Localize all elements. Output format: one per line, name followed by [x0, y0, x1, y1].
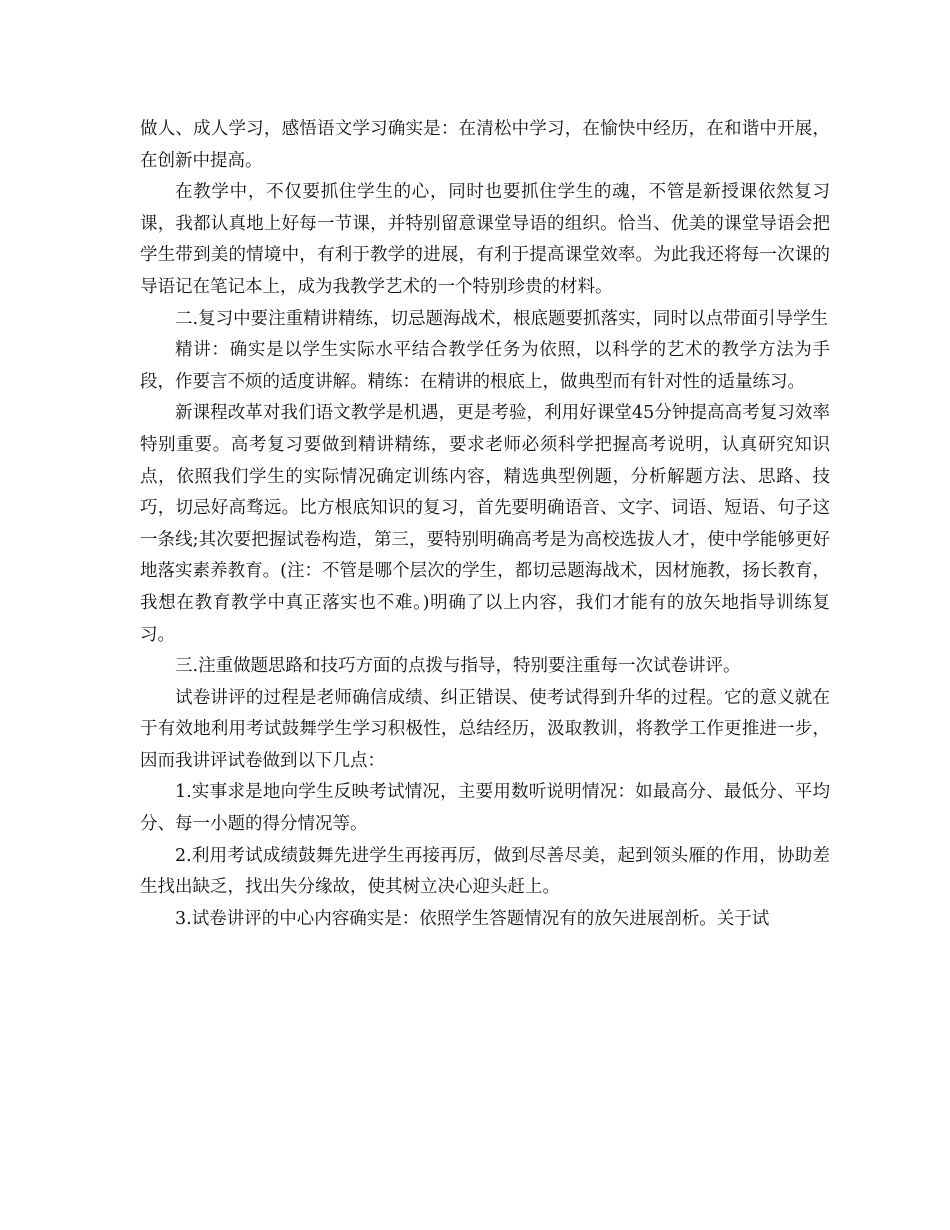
list-item-3: 3.试卷讲评的中心内容确实是：依照学生答题情况有的放矢进展剖析。关于试: [175, 908, 770, 929]
list-item-2: 2.利用考试成绩鼓舞先进学生再接再厉，做到尽善尽美，起到领头雁的作用，协助差生找出缺乏，找出失分缘故，使其树立决心迎头赶上。: [140, 845, 830, 898]
document-body: [140, 114, 830, 935]
paragraph-5: 试卷讲评的过程是老师确信成绩、纠正错误、使考试得到升华的过程。它的意义就在于有效地利用考试鼓舞学生学习积极性，总结经历，汲取教训，将教学工作更推进一步，因而我讲评试卷做到以下几点：: [140, 687, 830, 771]
section-heading-2: 二.复习中要注重精讲精练，切忌题海战术，根底题要抓落实，同时以点带面引导学生: [175, 308, 829, 329]
section-heading-3: 三.注重做题思路和技巧方面的点拨与指导，特别要注重每一次试卷讲评。: [175, 656, 741, 677]
list-item-1: 1.实事求是地向学生反映考试情况，主要用数听说明情况：如最高分、最低分、平均分、每一小题的得分情况等。: [140, 782, 830, 835]
paragraph-1: 做人、成人学习，感悟语文学习确实是：在清松中学习，在愉快中经历，在和谐中开展，在创新中提高。: [140, 119, 830, 171]
paragraph-3: 精讲：确实是以学生实际水平结合教学任务为依照，以科学的艺术的教学方法为手段，作要言不烦的适度讲解。精练：在精讲的根底上，做典型而有针对性的适量练习。: [140, 340, 830, 392]
paragraph-2: 在教学中，不仅要抓住学生的心，同时也要抓住学生的魂，不管是新授课依然复习课，我都认真地上好每一节课，并特别留意课堂导语的组织。恰当、优美的课堂导语会把学生带到美的情境中，有利于教学的进展，有利于提高课堂效率。为此我还将每一次课的导语记在笔记本上，成为我教学艺术的一个特别珍贵的材料。: [140, 182, 830, 297]
paragraph-4: 新课程改革对我们语文教学是机遇，更是考验，利用好课堂45分钟提高高考复习效率特别重要。高考复习要做到精讲精练，要求老师必须科学把握高考说明，认真研究知识点，依照我们学生的实际情况确定训练内容，精选典型例题，分析解题方法、思路、技巧，切忌好高骛远。比方根底知识的复习，首先要明确语音、文字、词语、短语、句子这一条线;其次要把握试卷构造，第三，要特别明确高考是为高校选拔人才，使中学能够更好地落实素养教育。(注：不管是哪个层次的学生，都切忌题海战术，因材施教，扬长教育，我想在教育教学中真正落实也不难。)明确了以上内容，我们才能有的放矢地指导训练复习。: [140, 403, 830, 645]
